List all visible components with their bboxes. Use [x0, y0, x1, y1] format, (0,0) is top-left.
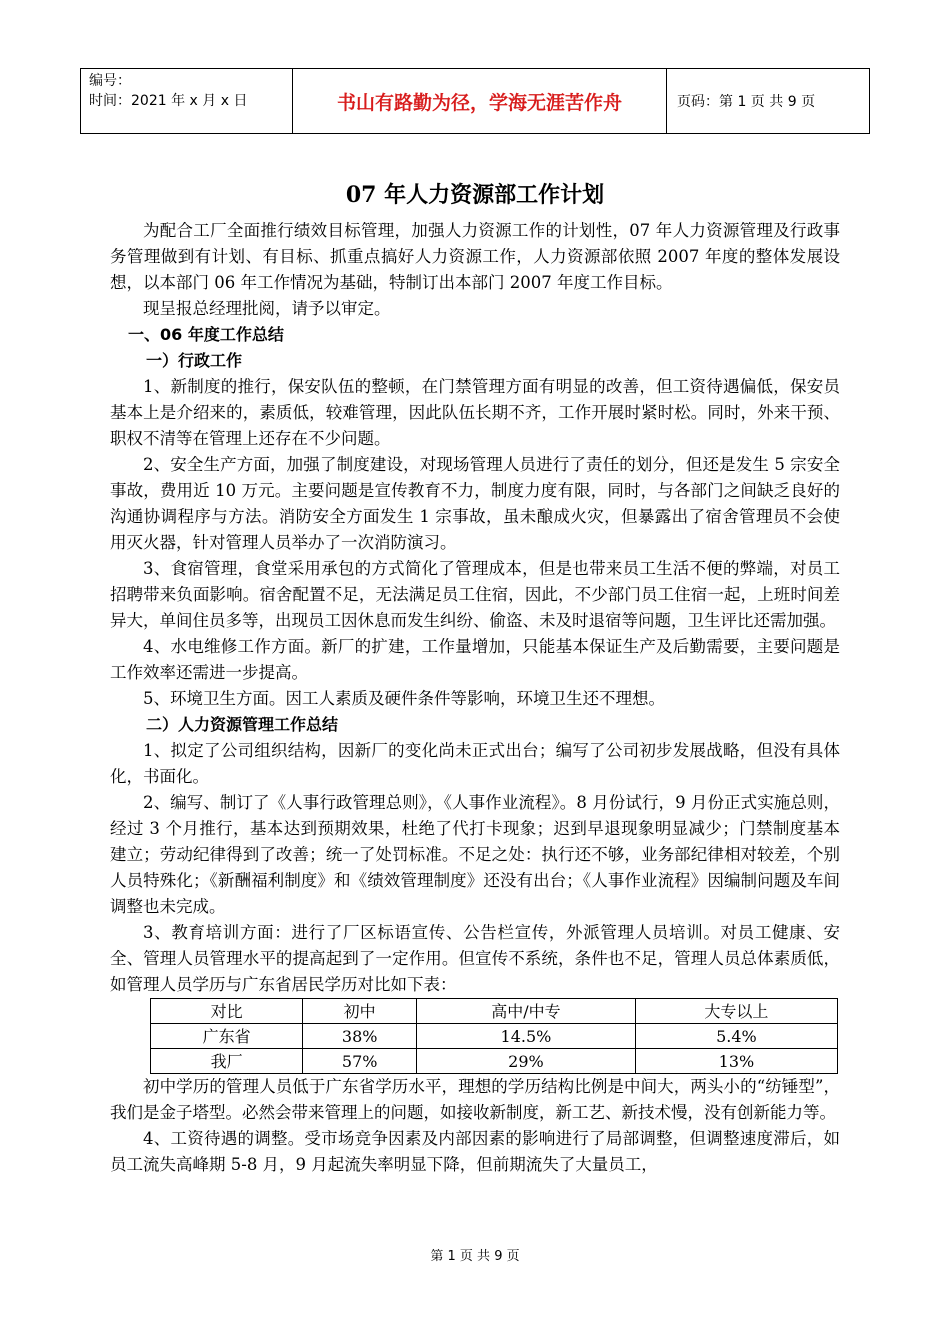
- table-cell: 我厂: [151, 1049, 303, 1074]
- section-heading: 一、06 年度工作总结: [128, 325, 284, 344]
- page-footer: 第 1 页 共 9 页: [430, 1249, 520, 1264]
- table-header-cell: 初中: [303, 999, 417, 1024]
- paragraph: 2、编写、制订了《人事行政管理总则》，《人事作业流程》。8 月份试行，9 月份正式实施总则，经过 3 个月推行，基本达到预期效果，杜绝了代打卡现象；迟到早退现象明显减少；门禁制度基本建立；劳动纪律得到了改善；统一了处罚标准。不足之处：执行还不够，业务部纪律相对较差，个别人员特殊化；《新酬福利制度》和《绩效管理制度》还没有出台；《人事作业流程》因编制问题及车间调整也未完成。: [110, 793, 840, 916]
- table-row: [151, 1024, 838, 1049]
- subsection-heading: 一）行政工作: [146, 351, 243, 370]
- paragraph: 1、新制度的推行，保安队伍的整顿，在门禁管理方面有明显的改善，但工资待遇偏低，保安员基本上是介绍来的，素质低，较难管理，因此队伍长期不齐，工作开展时紧时松。同时，外来干预、职权不清等在管理上还存在不少问题。: [110, 377, 840, 448]
- page-info: 页码：第 1 页 共 9 页: [677, 94, 816, 110]
- table-cell: 29%: [417, 1049, 636, 1074]
- table-header-row: [151, 999, 838, 1024]
- table-cell: 5.4%: [635, 1024, 837, 1049]
- intro-paragraph: 现呈报总经理批阅，请予以审定。: [143, 299, 391, 318]
- table-cell: 57%: [303, 1049, 417, 1074]
- header-table: [80, 68, 870, 134]
- paragraph: 4、水电维修工作方面。新厂的扩建，工作量增加，只能基本保证生产及后勤需要，主要问题是工作效率还需进一步提高。: [110, 637, 840, 682]
- number-label: 编号：: [89, 73, 131, 89]
- paragraph: 初中学历的管理人员低于广东省学历水平，理想的学历结构比例是中间大，两头小的“纺锤型”，我们是金子塔型。必然会带来管理上的问题，如接收新制度，新工艺、新技术慢，没有创新能力等。: [110, 1077, 840, 1122]
- table-row: [151, 1049, 838, 1074]
- subsection-heading: 二）人力资源管理工作总结: [146, 715, 339, 734]
- paragraph: 3、教育培训方面：进行了厂区标语宣传、公告栏宣传，外派管理人员培训。对员工健康、安全、管理人员管理水平的提高起到了一定作用。但宣传不系统，条件也不足，管理人员总体素质低，如管理人员学历与广东省居民学历对比如下表：: [110, 923, 840, 994]
- document-body: [110, 218, 840, 1178]
- paragraph: 1、拟定了公司组织结构，因新厂的变化尚未正式出台；编写了公司初步发展战略，但没有具体化，书面化。: [110, 741, 840, 786]
- paragraph: 2、安全生产方面，加强了制度建设，对现场管理人员进行了责任的划分，但还是发生 5 宗安全事故，费用近 10 万元。主要问题是宣传教育不力，制度力度有限，同时，与各部门之间缺乏良好的沟通协调程序与方法。消防安全方面发生 1 宗事故，虽未酿成火灾，但暴露出了宿舍管理员不会使用灭火器，针对管理人员举办了一次消防演习。: [110, 455, 840, 552]
- table-header-cell: 大专以上: [635, 999, 837, 1024]
- table-cell: 14.5%: [417, 1024, 636, 1049]
- motto: 书山有路勤为径，学海无涯苦作舟: [293, 69, 667, 133]
- paragraph: 5、环境卫生方面。因工人素质及硬件条件等影响，环境卫生还不理想。: [143, 689, 665, 708]
- intro-paragraph: 为配合工厂全面推行绩效目标管理，加强人力资源工作的计划性，07 年人力资源管理及行政事务管理做到有计划、有目标、抓重点搞好人力资源工作，人力资源部依照 2007 年度的整体发展设想，以本部门 06 年工作情况为基础，特制订出本部门 2007 年度工作目标。: [110, 221, 840, 292]
- time-label: 时间：2021 年 x 月 x 日: [89, 93, 248, 109]
- table-cell: 38%: [303, 1024, 417, 1049]
- table-header-cell: 对比: [151, 999, 303, 1024]
- document-title: 07 年人力资源部工作计划: [345, 182, 605, 208]
- table-header-cell: 高中/中专: [417, 999, 636, 1024]
- paragraph: 4、工资待遇的调整。受市场竞争因素及内部因素的影响进行了局部调整，但调整速度滞后，如员工流失高峰期 5-8 月，9 月起流失率明显下降，但前期流失了大量员工，: [110, 1129, 840, 1174]
- table-cell: 13%: [635, 1049, 837, 1074]
- paragraph: 3、食宿管理，食堂采用承包的方式简化了管理成本，但是也带来员工生活不便的弊端，对员工招聘带来负面影响。宿舍配置不足，无法满足员工住宿，因此，不少部门员工住宿一起，上班时间差异大，单间住员多等，出现员工因休息而发生纠纷、偷盗、未及时退宿等问题，卫生评比还需加强。: [110, 559, 840, 630]
- table-cell: 广东省: [151, 1024, 303, 1049]
- education-comparison-table: [150, 998, 838, 1074]
- header-left-cell: [81, 69, 293, 133]
